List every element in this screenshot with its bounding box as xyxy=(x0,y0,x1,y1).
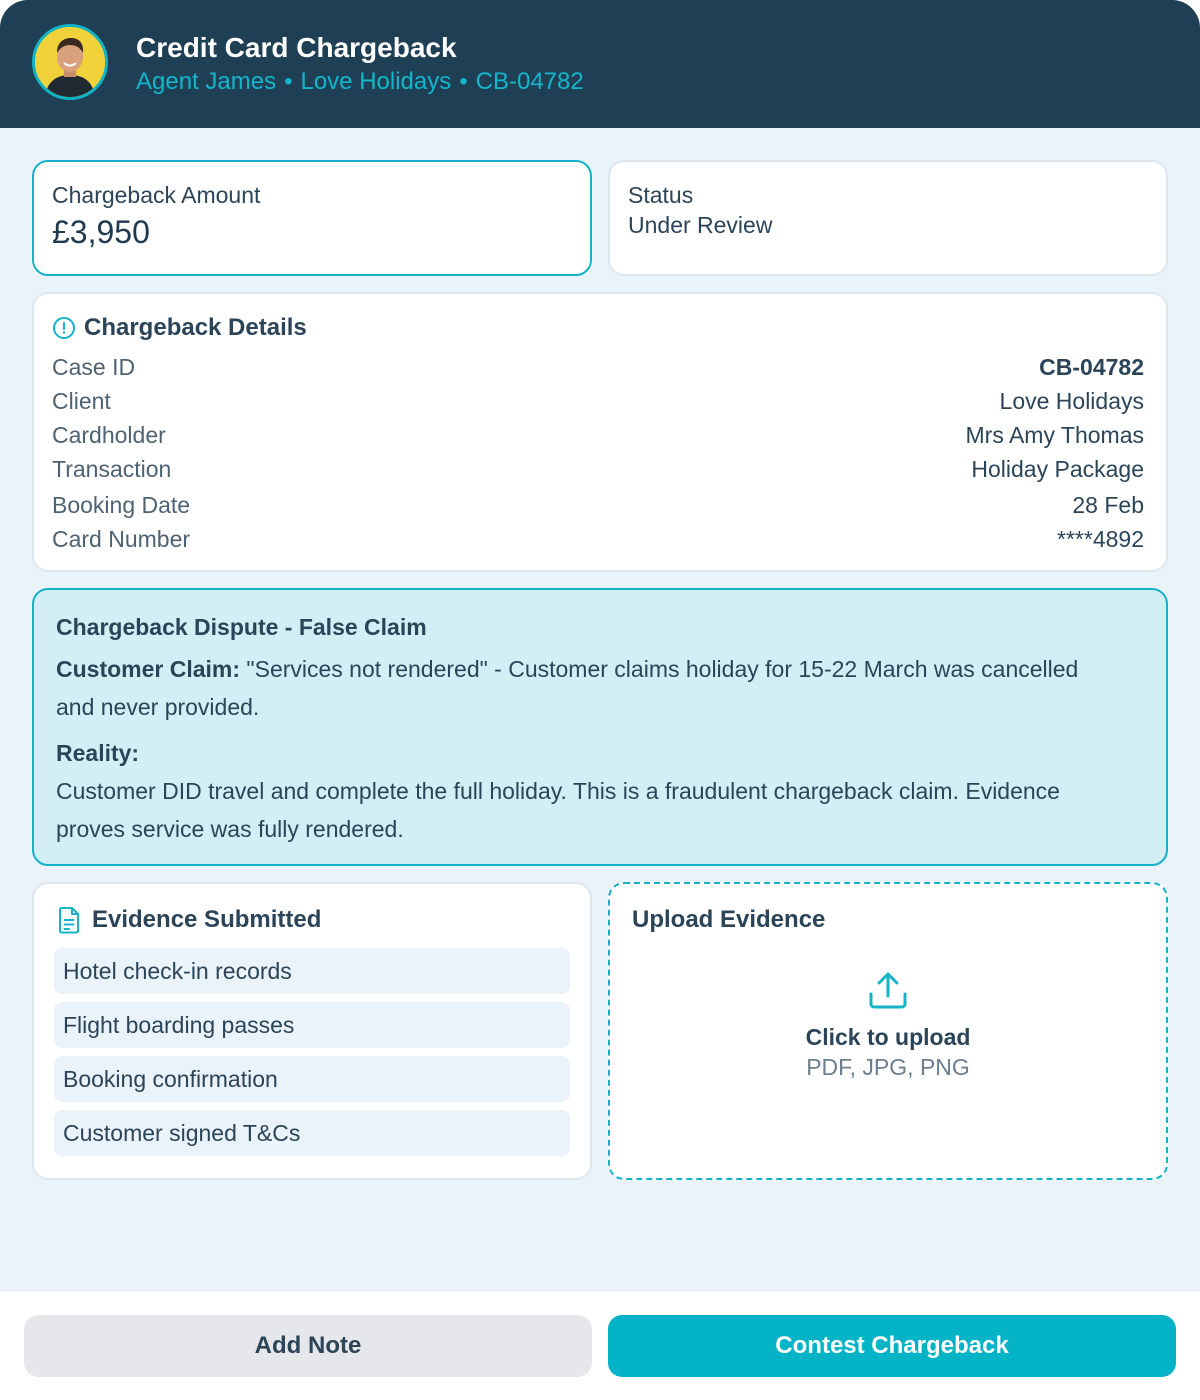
detail-label: Cardholder xyxy=(52,422,166,448)
document-icon xyxy=(56,906,82,934)
evidence-card xyxy=(32,882,592,1180)
evidence-title-text: Evidence Submitted xyxy=(92,906,322,933)
evidence-item: Flight boarding passes xyxy=(54,1002,570,1048)
detail-value: 28 Feb xyxy=(1072,492,1144,518)
evidence-title xyxy=(56,906,321,934)
claim-text: "Services not rendered" - Customer claims holiday for 15-22 March was cancelled and never provided. xyxy=(56,656,1079,720)
header xyxy=(0,0,1200,128)
upload-icon xyxy=(866,968,910,1012)
dispute-card xyxy=(32,588,1168,866)
detail-value: Holiday Package xyxy=(971,456,1144,482)
detail-label: Booking Date xyxy=(52,492,191,518)
detail-value: Love Holidays xyxy=(999,388,1144,414)
case-reference: CB-04782 xyxy=(475,68,584,95)
detail-row-transaction xyxy=(52,456,1144,486)
detail-value: ****4892 xyxy=(1057,526,1144,552)
contest-chargeback-button[interactable]: Contest Chargeback xyxy=(608,1315,1176,1377)
dispute-title: Chargeback Dispute - False Claim xyxy=(56,614,427,640)
detail-label: Client xyxy=(52,388,111,414)
evidence-item: Customer signed T&Cs xyxy=(54,1110,570,1156)
alert-circle-icon xyxy=(52,316,76,340)
detail-value: CB-04782 xyxy=(1039,354,1144,380)
agent-avatar xyxy=(32,24,108,100)
details-title-text: Chargeback Details xyxy=(84,314,307,341)
user-avatar-photo-icon xyxy=(35,27,105,97)
evidence-item: Booking confirmation xyxy=(54,1056,570,1102)
detail-row-booking-date xyxy=(52,492,1144,522)
upload-file-types: PDF, JPG, PNG xyxy=(806,1054,970,1080)
detail-row-case-id xyxy=(52,354,1144,384)
reality-text: Customer DID travel and complete the full holiday. This is a fraudulent chargeback claim. Evidence proves service was fully rendered. xyxy=(56,778,1060,842)
upload-dropzone[interactable] xyxy=(608,882,1168,1180)
detail-label: Card Number xyxy=(52,526,191,552)
evidence-item: Hotel check-in records xyxy=(54,948,570,994)
footer-actions xyxy=(0,1290,1200,1400)
detail-row-card-number xyxy=(52,526,1144,556)
detail-label: Case ID xyxy=(52,354,136,380)
upload-title: Upload Evidence xyxy=(632,906,826,933)
agent-name: Agent James xyxy=(136,68,277,95)
status-value: Under Review xyxy=(628,212,773,238)
status-card xyxy=(608,160,1168,276)
reality-label: Reality: xyxy=(56,740,140,766)
details-title xyxy=(52,314,307,342)
amount-label: Chargeback Amount xyxy=(52,182,261,208)
separator: • xyxy=(284,68,293,95)
add-note-button[interactable]: Add Note xyxy=(24,1315,592,1377)
amount-value: £3,950 xyxy=(52,214,150,250)
detail-row-client xyxy=(52,388,1144,418)
amount-card xyxy=(32,160,592,276)
page-title: Credit Card Chargeback xyxy=(136,32,457,63)
separator: • xyxy=(459,68,468,95)
customer-claim xyxy=(56,650,1116,726)
header-subtitle xyxy=(136,68,584,96)
details-card xyxy=(32,292,1168,572)
upload-cta[interactable]: Click to upload xyxy=(805,1024,971,1050)
detail-row-cardholder xyxy=(52,422,1144,452)
client-name: Love Holidays xyxy=(300,68,452,95)
detail-label: Transaction xyxy=(52,456,172,482)
detail-value: Mrs Amy Thomas xyxy=(965,422,1144,448)
status-label: Status xyxy=(628,182,694,208)
claim-label: Customer Claim: xyxy=(56,656,241,682)
